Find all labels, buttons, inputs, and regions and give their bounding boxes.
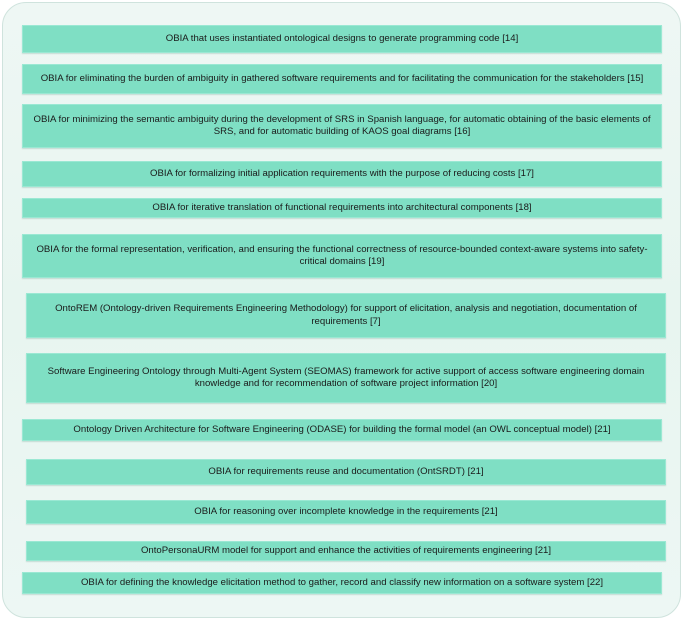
item-box-17: OBIA for formalizing initial application requirements with the purpose of reducing costs [17] (22, 161, 662, 187)
item-box-21-ontopersona: OntoPersonaURM model for support and enhance the activities of requirements engineering [21] (26, 541, 666, 561)
item-box-22: OBIA for defining the knowledge elicitation method to gather, record and classify new information on a software system [22] (22, 572, 662, 594)
item-box-18: OBIA for iterative translation of functional requirements into architectural components [18] (22, 198, 662, 218)
item-box-19: OBIA for the formal representation, verification, and ensuring the functional correctness of resource-bounded context-aware systems into safety-critical domains [19] (22, 234, 662, 278)
item-box-20: Software Engineering Ontology through Multi-Agent System (SEOMAS) framework for active support of access software engineering domain knowledge and for recommendation of software project information [20] (26, 353, 666, 403)
item-box-15: OBIA for eliminating the burden of ambiguity in gathered software requirements and for facilitating the communication for the stakeholders [15] (22, 64, 662, 94)
item-box-21-ontsrdt: OBIA for requirements reuse and documentation (OntSRDT) [21] (26, 459, 666, 485)
item-box-21-odase: Ontology Driven Architecture for Software Engineering (ODASE) for building the formal model (an OWL conceptual model) [21] (22, 419, 662, 441)
item-box-16: OBIA for minimizing the semantic ambiguity during the development of SRS in Spanish language, for automatic obtaining of the basic elements of SRS, and for automatic building of KAOS goal diagrams [16] (22, 104, 662, 148)
item-box-14: OBIA that uses instantiated ontological designs to generate programming code [14] (22, 25, 662, 53)
item-box-21-reasoning: OBIA for reasoning over incomplete knowledge in the requirements [21] (26, 500, 666, 524)
item-box-7: OntoREM (Ontology-driven Requirements Engineering Methodology) for support of elicitation, analysis and negotiation, documentation of requirements [7] (26, 293, 666, 338)
diagram-panel (2, 2, 681, 618)
